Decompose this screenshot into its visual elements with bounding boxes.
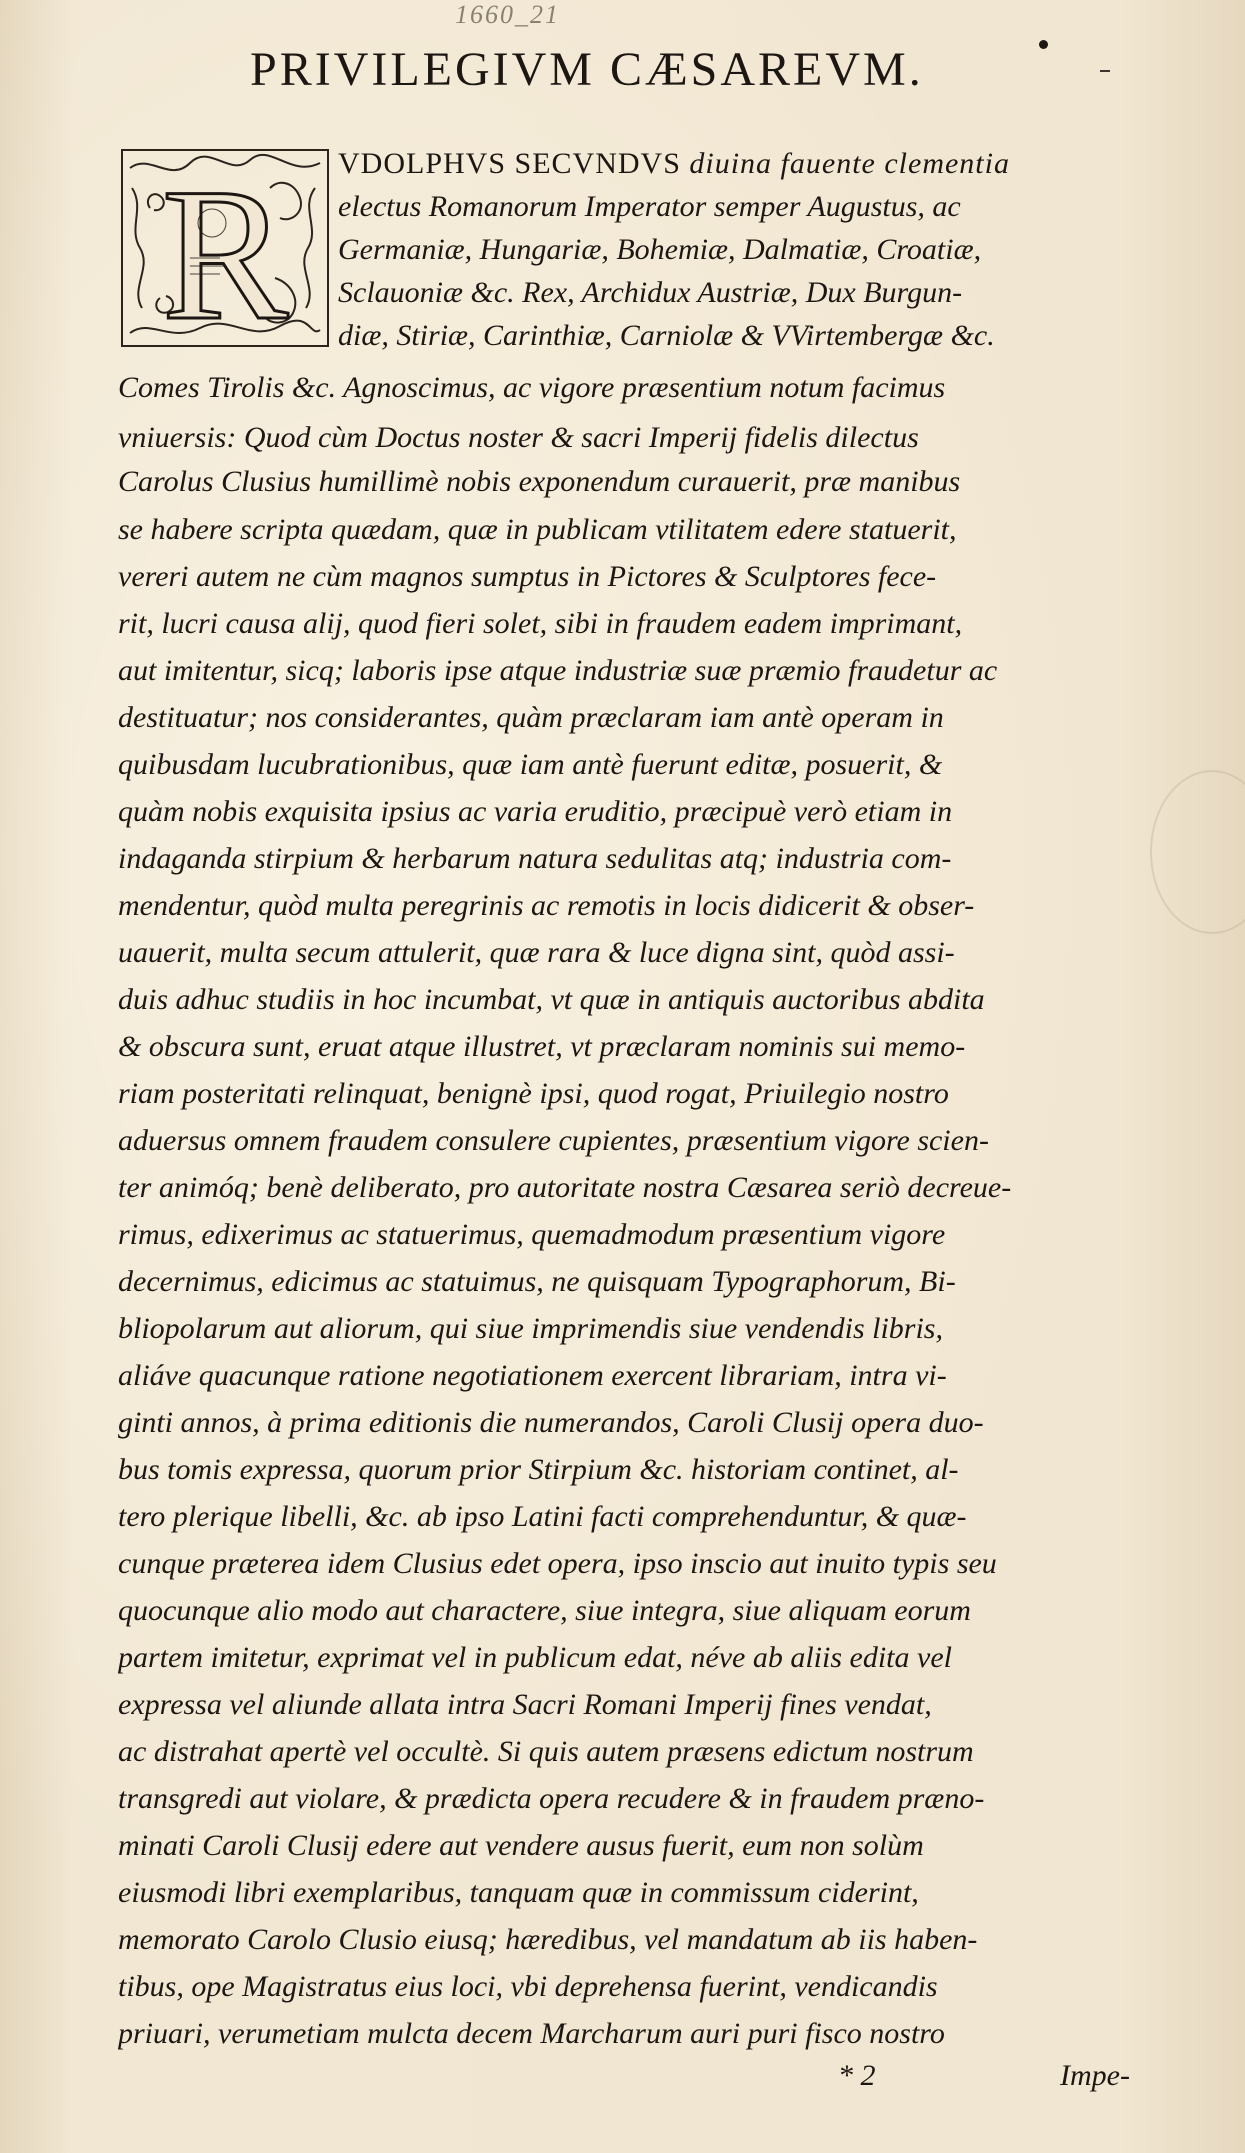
text-line-6: Comes Tirolis &c. Agnoscimus, ac vigore præsentium notum facimus [118,371,946,404]
text-line-27: aliáve quacunque ratione negotiationem exercent librariam, intra vi- [118,1359,947,1392]
svg-text:R: R [161,150,289,348]
text-line-12: aut imitentur, sicq; laboris ipse atque industriæ suæ præmio fraudetur ac [118,654,998,687]
text-line-29: bus tomis expressa, quorum prior Stirpium &c. historiam continet, al- [118,1453,959,1486]
text-line-32: quocunque alio modo aut charactere, siue integra, siue aliquam eorum [118,1594,971,1627]
catchword: Impe- [1060,2059,1130,2092]
text-line-17: mendentur, quòd multa peregrinis ac remotis in locis didicerit & obser- [118,889,975,922]
text-line-11: rit, lucri causa alij, quod fieri solet, sibi in fraudem eadem imprimant, [118,607,963,640]
text-line-9: se habere scripta quædam, quæ in publicam vtilitatem edere statuerit, [118,513,957,546]
signature-mark: * 2 [838,2059,876,2092]
text-line-31: cunque præterea idem Clusius edet opera, ipso inscio aut inuito typis seu [118,1547,997,1580]
text-line-10: vereri autem ne cùm magnos sumptus in Pictores & Sculptores fece- [118,560,937,593]
text-line-26: bliopolarum aut aliorum, qui siue imprimendis siue vendendis libris, [118,1312,943,1345]
page-title: PRIVILEGIVM CÆSAREVM. [250,43,924,96]
text-line-38: eiusmodi libri exemplaribus, tanquam quæ in commissum ciderint, [118,1876,919,1909]
text-line-3: Germaniæ, Hungariæ, Bohemiæ, Dalmatiæ, Croatiæ, [338,233,982,266]
text-line-2: electus Romanorum Imperator semper Augustus, ac [338,190,961,223]
text-line-35: ac distrahat apertè vel occultè. Si quis autem præsens edictum nostrum [118,1735,974,1768]
text-line-37: minati Caroli Clusij edere aut vendere ausus fuerit, eum non solùm [118,1829,924,1862]
text-line-20: & obscura sunt, eruat atque illustret, vt præclaram nominis sui memo- [118,1030,966,1063]
text-line-13: destituatur; nos considerantes, quàm præclaram iam antè operam in [118,701,944,734]
shelfmark: 1660_21 [455,0,560,29]
text-line-25: decernimus, edicimus ac statuimus, ne quisquam Typographorum, Bi- [118,1265,956,1298]
text-line-30: tero plerique libelli, &c. ab ipso Latini facti comprehenduntur, & quæ- [118,1500,967,1533]
text-line-18: uauerit, multa secum attulerit, quæ rara & luce digna sint, quòd assi- [118,936,955,969]
text-line-22: aduersus omnem fraudem consulere cupientes, præsentium vigore scien- [118,1124,989,1157]
text-line-1: VDOLPHVS SECVNDVS diuina fauente clementia [338,147,1010,180]
text-line-41: priuari, verumetiam mulcta decem Marcharum auri puri fisco nostro [118,2017,945,2050]
text-line-21: riam posteritati relinquat, benignè ipsi, quod rogat, Priuilegio nostro [118,1077,949,1110]
text-line-24: rimus, edixerimus ac statuerimus, quemadmodum præsentium vigore [118,1218,946,1251]
text-line-28: ginti annos, à prima editionis die numerandos, Caroli Clusij opera duo- [118,1406,984,1439]
text-line-14: quibusdam lucubrationibus, quæ iam antè fuerunt editæ, posuerit, & [118,748,943,781]
text-line-19: duis adhuc studiis in hoc incumbat, vt quæ in antiquis auctoribus abdita [118,983,985,1016]
text-line-36: transgredi aut violare, & prædicta opera recudere & in fraudem præno- [118,1782,985,1815]
text-line-16: indaganda stirpium & herbarum natura sedulitas atq; industria com- [118,842,952,875]
text-line-23: ter animóq; benè deliberato, pro autoritate nostra Cæsarea seriò decreue- [118,1171,1012,1204]
text-line-7: vniuersis: Quod cùm Doctus noster & sacri Imperij fidelis dilectus [118,421,919,454]
text-line-40: tibus, ope Magistratus eius loci, vbi deprehensa fuerint, vendicandis [118,1970,938,2003]
text-line-15: quàm nobis exquisita ipsius ac varia eruditio, præcipuè verò etiam in [118,795,953,828]
text-line-5: diæ, Stiriæ, Carinthiæ, Carniolæ & VVirtembergæ &c. [338,319,995,352]
text-line-33: partem imitetur, exprimat vel in publicum edat, néve ab aliis edita vel [118,1641,952,1674]
text-line-34: expressa vel aliunde allata intra Sacri Romani Imperij fines vendat, [118,1688,932,1721]
text-line-39: memorato Carolo Clusio eiusq; hæredibus, vel mandatum ab iis haben- [118,1923,978,1956]
text-line-4: Sclauoniæ &c. Rex, Archidux Austriæ, Dux Burgun- [338,276,963,309]
text-line-8: Carolus Clusius humillimè nobis exponendum curauerit, præ manibus [118,465,961,498]
